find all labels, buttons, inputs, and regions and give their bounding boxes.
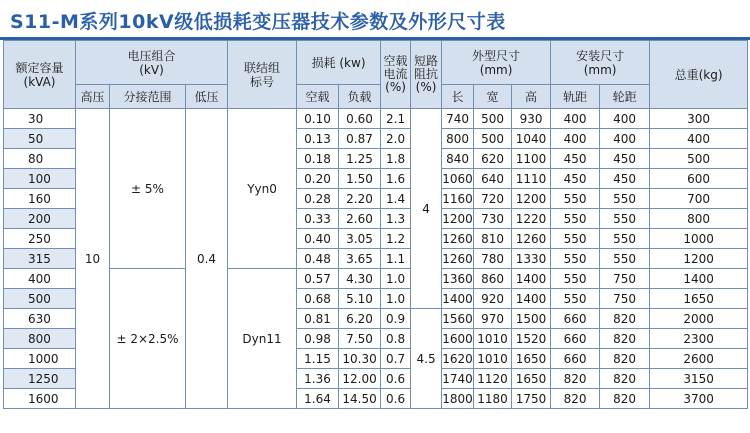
cell-weight: 3150	[650, 369, 748, 389]
cell-conn-a: Yyn0	[228, 109, 297, 269]
cell-hv: 10	[76, 109, 110, 409]
cell-no-load: 1.15	[297, 349, 339, 369]
cell-height: 1500	[512, 309, 551, 329]
cell-height: 1650	[512, 349, 551, 369]
cell-height: 1260	[512, 229, 551, 249]
cell-load: 14.50	[339, 389, 381, 409]
cell-weight: 2000	[650, 309, 748, 329]
cell-weight: 400	[650, 129, 748, 149]
cell-length: 1800	[442, 389, 474, 409]
cell-no-load: 0.57	[297, 269, 339, 289]
cell-lv: 0.4	[186, 109, 228, 409]
cell-width: 500	[474, 109, 512, 129]
cell-length: 1560	[442, 309, 474, 329]
header-width: 宽	[474, 85, 512, 109]
header-loss: 损耗 (kw)	[297, 41, 381, 85]
cell-length: 1400	[442, 289, 474, 309]
cell-no-load: 0.13	[297, 129, 339, 149]
cell-wheel: 820	[600, 369, 650, 389]
header-tap-range: 分接范围	[110, 85, 186, 109]
cell-no-load: 0.33	[297, 209, 339, 229]
cell-no-load: 0.48	[297, 249, 339, 269]
cell-width: 1120	[474, 369, 512, 389]
cell-load: 12.00	[339, 369, 381, 389]
cell-length: 840	[442, 149, 474, 169]
cell-width: 730	[474, 209, 512, 229]
page-title: S11-M系列10kV级低损耗变压器技术参数及外形尺寸表	[10, 11, 506, 33]
cell-rail: 660	[551, 309, 600, 329]
cell-capacity: 315	[4, 249, 76, 269]
cell-weight: 2600	[650, 349, 748, 369]
cell-capacity: 400	[4, 269, 76, 289]
cell-weight: 1400	[650, 269, 748, 289]
cell-wheel: 450	[600, 169, 650, 189]
cell-height: 1200	[512, 189, 551, 209]
cell-current: 0.7	[381, 349, 411, 369]
cell-current: 1.6	[381, 169, 411, 189]
cell-load: 7.50	[339, 329, 381, 349]
cell-current: 0.6	[381, 369, 411, 389]
cell-length: 1200	[442, 209, 474, 229]
cell-current: 2.1	[381, 109, 411, 129]
cell-height: 1400	[512, 289, 551, 309]
cell-capacity: 1000	[4, 349, 76, 369]
cell-length: 1260	[442, 229, 474, 249]
cell-width: 920	[474, 289, 512, 309]
cell-capacity: 250	[4, 229, 76, 249]
cell-height: 1330	[512, 249, 551, 269]
cell-load: 4.30	[339, 269, 381, 289]
cell-wheel: 400	[600, 109, 650, 129]
cell-no-load: 1.36	[297, 369, 339, 389]
cell-wheel: 820	[600, 309, 650, 329]
cell-length: 1060	[442, 169, 474, 189]
cell-conn-b: Dyn11	[228, 269, 297, 409]
cell-width: 1010	[474, 349, 512, 369]
header-lv: 低压	[186, 85, 228, 109]
cell-no-load: 0.20	[297, 169, 339, 189]
cell-width: 1180	[474, 389, 512, 409]
cell-load: 3.65	[339, 249, 381, 269]
header-hv: 高压	[76, 85, 110, 109]
cell-capacity: 160	[4, 189, 76, 209]
cell-width: 970	[474, 309, 512, 329]
cell-wheel: 550	[600, 189, 650, 209]
header-voltage-group: 电压组合 (kV)	[76, 41, 228, 85]
cell-no-load: 0.28	[297, 189, 339, 209]
cell-length: 1360	[442, 269, 474, 289]
cell-load: 2.20	[339, 189, 381, 209]
cell-no-load: 0.40	[297, 229, 339, 249]
cell-rail: 550	[551, 289, 600, 309]
cell-capacity: 200	[4, 209, 76, 229]
cell-weight: 3700	[650, 389, 748, 409]
cell-weight: 500	[650, 149, 748, 169]
cell-rail: 820	[551, 369, 600, 389]
cell-height: 1110	[512, 169, 551, 189]
cell-length: 740	[442, 109, 474, 129]
table-row	[4, 269, 748, 289]
cell-current: 1.0	[381, 289, 411, 309]
cell-rail: 660	[551, 329, 600, 349]
cell-rail: 450	[551, 149, 600, 169]
cell-weight: 1200	[650, 249, 748, 269]
spec-table	[3, 40, 748, 409]
header-impedance: 短路阻抗(%)	[411, 41, 442, 109]
cell-width: 860	[474, 269, 512, 289]
cell-no-load: 0.98	[297, 329, 339, 349]
cell-capacity: 30	[4, 109, 76, 129]
cell-weight: 1650	[650, 289, 748, 309]
header-no-load-current: 空载电流(%)	[381, 41, 411, 109]
cell-current: 1.1	[381, 249, 411, 269]
cell-no-load: 0.68	[297, 289, 339, 309]
cell-no-load: 1.64	[297, 389, 339, 409]
cell-load: 5.10	[339, 289, 381, 309]
cell-weight: 800	[650, 209, 748, 229]
cell-width: 1010	[474, 329, 512, 349]
cell-wheel: 550	[600, 249, 650, 269]
cell-no-load: 0.10	[297, 109, 339, 129]
header-length: 长	[442, 85, 474, 109]
cell-rail: 550	[551, 249, 600, 269]
cell-length: 1620	[442, 349, 474, 369]
cell-weight: 700	[650, 189, 748, 209]
cell-capacity: 630	[4, 309, 76, 329]
cell-wheel: 820	[600, 329, 650, 349]
cell-width: 810	[474, 229, 512, 249]
cell-current: 2.0	[381, 129, 411, 149]
cell-load: 1.50	[339, 169, 381, 189]
cell-imp-a: 4	[411, 109, 442, 309]
cell-height: 1100	[512, 149, 551, 169]
header-load: 负载	[339, 85, 381, 109]
cell-weight: 1000	[650, 229, 748, 249]
header-outline: 外型尺寸 (mm)	[442, 41, 551, 85]
table-row	[4, 109, 748, 129]
cell-load: 2.60	[339, 209, 381, 229]
cell-tap-b: ± 2×2.5%	[110, 269, 186, 409]
cell-load: 1.25	[339, 149, 381, 169]
cell-current: 1.4	[381, 189, 411, 209]
cell-imp-b: 4.5	[411, 309, 442, 409]
cell-load: 3.05	[339, 229, 381, 249]
header-no-load: 空载	[297, 85, 339, 109]
cell-wheel: 750	[600, 269, 650, 289]
cell-rail: 550	[551, 229, 600, 249]
cell-capacity: 800	[4, 329, 76, 349]
cell-length: 1160	[442, 189, 474, 209]
cell-capacity: 50	[4, 129, 76, 149]
cell-tap-a: ± 5%	[110, 109, 186, 269]
cell-width: 500	[474, 129, 512, 149]
cell-weight: 2300	[650, 329, 748, 349]
cell-wheel: 820	[600, 349, 650, 369]
header-height: 高	[512, 85, 551, 109]
cell-current: 1.0	[381, 269, 411, 289]
cell-rail: 820	[551, 389, 600, 409]
cell-current: 1.2	[381, 229, 411, 249]
cell-height: 1040	[512, 129, 551, 149]
cell-rail: 660	[551, 349, 600, 369]
header-wheel: 轮距	[600, 85, 650, 109]
cell-width: 720	[474, 189, 512, 209]
cell-rail: 400	[551, 129, 600, 149]
cell-current: 0.6	[381, 389, 411, 409]
cell-capacity: 500	[4, 289, 76, 309]
header-install: 安装尺寸 (mm)	[551, 41, 650, 85]
header-rail: 轨距	[551, 85, 600, 109]
cell-load: 0.87	[339, 129, 381, 149]
cell-capacity: 80	[4, 149, 76, 169]
cell-wheel: 400	[600, 129, 650, 149]
cell-wheel: 750	[600, 289, 650, 309]
cell-load: 0.60	[339, 109, 381, 129]
cell-wheel: 550	[600, 229, 650, 249]
cell-rail: 450	[551, 169, 600, 189]
cell-capacity: 1250	[4, 369, 76, 389]
cell-wheel: 550	[600, 209, 650, 229]
cell-wheel: 820	[600, 389, 650, 409]
cell-width: 620	[474, 149, 512, 169]
cell-weight: 300	[650, 109, 748, 129]
header-connection: 联结组 标号	[228, 41, 297, 109]
cell-length: 1260	[442, 249, 474, 269]
title-bar	[0, 0, 750, 40]
cell-height: 1750	[512, 389, 551, 409]
cell-height: 1520	[512, 329, 551, 349]
cell-length: 1740	[442, 369, 474, 389]
title-rule	[0, 37, 750, 40]
cell-load: 6.20	[339, 309, 381, 329]
cell-load: 10.30	[339, 349, 381, 369]
cell-wheel: 450	[600, 149, 650, 169]
header-capacity: 额定容量 (kVA)	[4, 41, 76, 109]
cell-weight: 600	[650, 169, 748, 189]
cell-height: 1650	[512, 369, 551, 389]
cell-rail: 550	[551, 189, 600, 209]
cell-current: 0.9	[381, 309, 411, 329]
cell-height: 1400	[512, 269, 551, 289]
cell-current: 1.3	[381, 209, 411, 229]
cell-no-load: 0.81	[297, 309, 339, 329]
cell-rail: 550	[551, 269, 600, 289]
cell-height: 930	[512, 109, 551, 129]
cell-length: 1600	[442, 329, 474, 349]
cell-rail: 550	[551, 209, 600, 229]
cell-rail: 400	[551, 109, 600, 129]
cell-capacity: 100	[4, 169, 76, 189]
cell-length: 800	[442, 129, 474, 149]
cell-width: 780	[474, 249, 512, 269]
header-weight: 总重(kg)	[650, 41, 748, 109]
cell-current: 1.8	[381, 149, 411, 169]
cell-no-load: 0.18	[297, 149, 339, 169]
cell-height: 1220	[512, 209, 551, 229]
cell-current: 0.8	[381, 329, 411, 349]
cell-capacity: 1600	[4, 389, 76, 409]
cell-width: 640	[474, 169, 512, 189]
